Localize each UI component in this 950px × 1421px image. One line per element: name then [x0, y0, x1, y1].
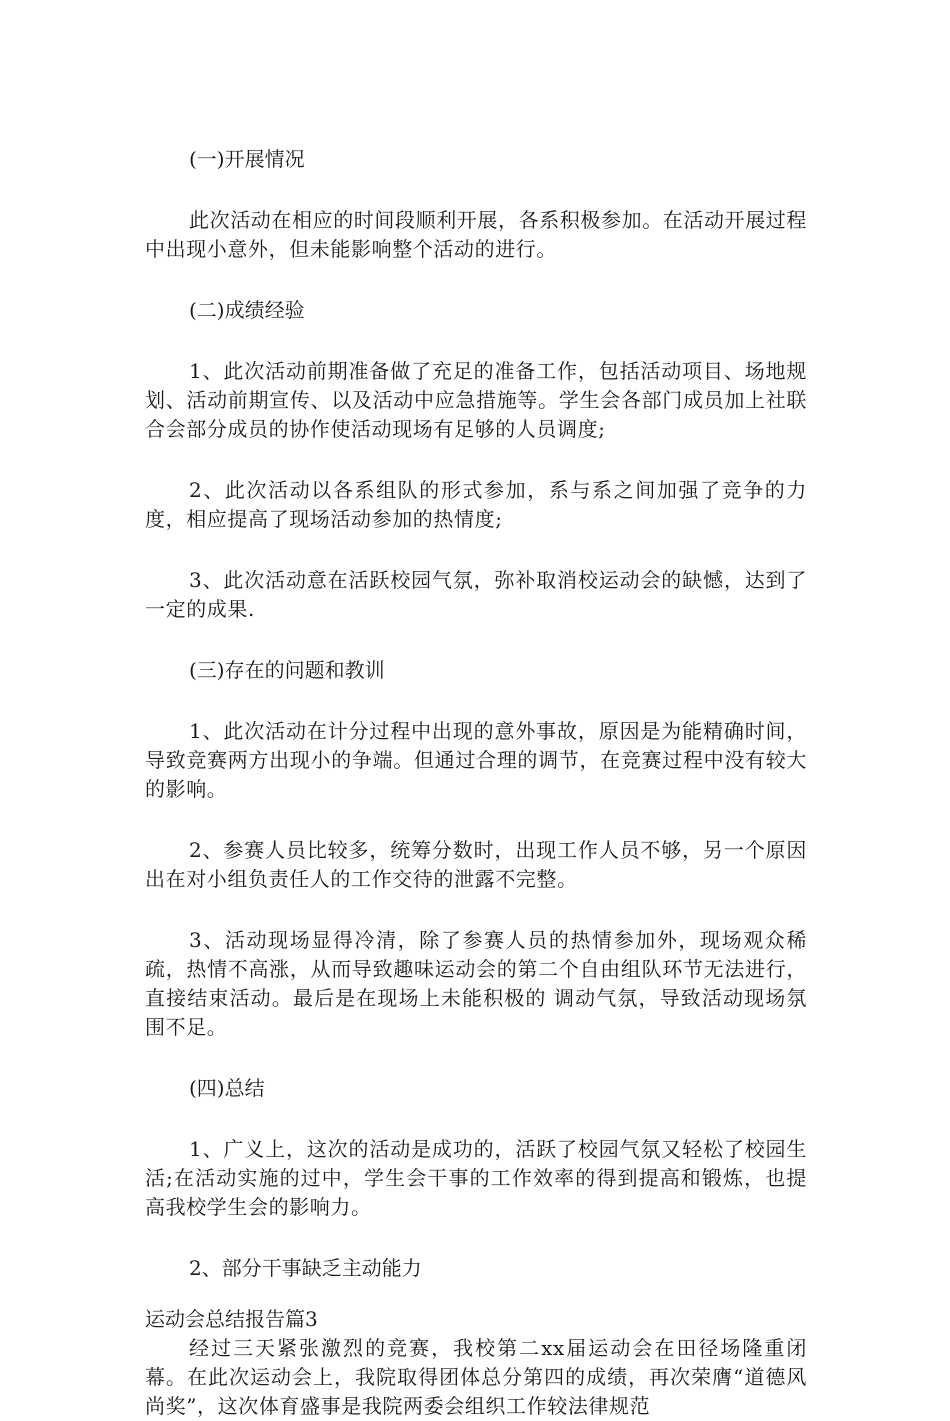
report-title: 运动会总结报告篇3: [145, 1307, 318, 1331]
paragraph-8: 1、广义上，这次的活动是成功的，活跃了校园气氛又轻松了校园生活;在活动实施的过中，学生会干事的工作效率的得到提高和锻炼，也提高我校学生会的影响力。: [145, 1137, 807, 1219]
paragraph-1: 此次活动在相应的时间段顺利开展，各系积极参加。在活动开展过程中出现小意外，但未能影响整个活动的进行。: [145, 208, 807, 261]
section-heading-3: (三)存在的问题和教训: [189, 658, 385, 682]
paragraph-7: 3、活动现场显得冷清，除了参赛人员的热情参加外，现场观众稀疏，热情不高涨，从而导致趣味运动会的第二个自由组队环节无法进行，直接结束活动。最后是在现场上未能积极的 调动气氛，导致活动现场氛围不足。: [145, 928, 807, 1039]
paragraph-5: 1、此次活动在计分过程中出现的意外事故，原因是为能精确时间，导致竞赛两方出现小的争端。但通过合理的调节，在竞赛过程中没有较大的影响。: [145, 719, 807, 801]
summary-point-2: 2、部分干事缺乏主动能力: [189, 1256, 422, 1280]
paragraph-2: 1、此次活动前期准备做了充足的准备工作，包括活动项目、场地规划、活动前期宣传、以及活动中应急措施等。学生会各部门成员加上社联合会部分成员的协作使活动现场有足够的人员调度;: [145, 359, 807, 441]
paragraph-3: 2、此次活动以各系组队的形式参加，系与系之间加强了竞争的力度，相应提高了现场活动参加的热情度;: [145, 478, 807, 531]
section-heading-2: (二)成绩经验: [189, 298, 305, 322]
paragraph-6: 2、参赛人员比较多，统筹分数时，出现工作人员不够，另一个原因出在对小组负责任人的工作交待的泄露不完整。: [145, 838, 807, 891]
paragraph-final: 经过三天紧张激烈的竞赛，我校第二xx届运动会在田径场隆重闭幕。在此次运动会上，我院取得团体总分第四的成绩，再次荣膺“道德风尚奖”，这次体育盛事是我院两委会组织工作较法律规范: [145, 1336, 807, 1418]
paragraph-4: 3、此次活动意在活跃校园气氛，弥补取消校运动会的缺憾，达到了一定的成果.: [145, 568, 807, 621]
document-body: [145, 145, 807, 1421]
section-heading-1: (一)开展情况: [189, 147, 305, 171]
section-heading-4: (四)总结: [189, 1076, 265, 1100]
